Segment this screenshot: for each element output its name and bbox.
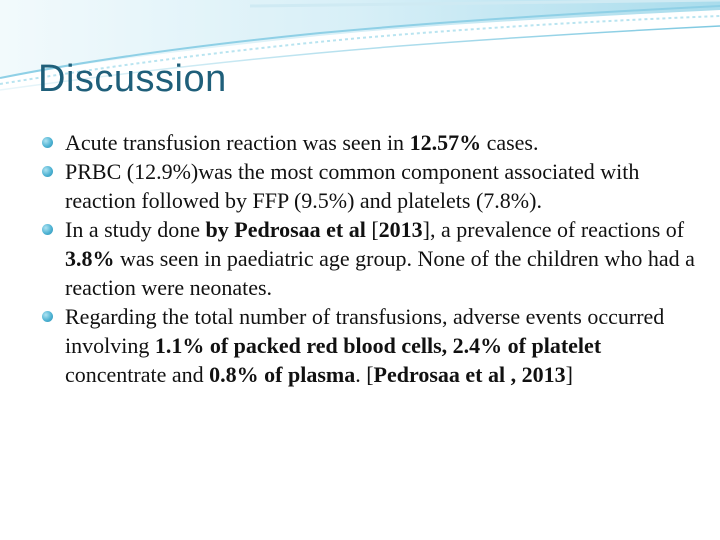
slide-title: Discussion — [38, 58, 227, 100]
bullet-text: was seen in paediatric age group. None of the children who had a reaction were neonates. — [65, 246, 695, 300]
bullet-dot-icon — [42, 311, 53, 322]
bullet-text: PRBC (12.9%)was the most common component associated with reaction followed by FFP (9.5%) and platelets (7.8%). — [65, 159, 640, 213]
bold-text: 3.8% — [65, 246, 115, 271]
bold-text: 1.1% of packed red blood cells, 2.4% of platelet — [154, 333, 602, 358]
bullet-text: Acute transfusion reaction was seen in — [65, 130, 410, 155]
bullet-text: [ — [365, 217, 379, 242]
bold-text: 0.8% of plasma — [209, 362, 356, 387]
bullet-dot-icon — [42, 224, 53, 235]
bullet-item — [40, 302, 700, 389]
bullet-item — [40, 128, 700, 157]
bullet-dot-icon — [42, 137, 53, 148]
bullet-text: In a study done — [65, 217, 206, 242]
bold-text: by Pedrosaa et al — [205, 217, 366, 242]
bold-text: 12.57% — [409, 130, 482, 155]
bullet-list — [40, 128, 700, 389]
bullet-text: cases. — [481, 130, 539, 155]
bullet-item — [40, 157, 700, 215]
bold-text: 2013 — [378, 217, 423, 242]
bullet-text: . [ — [355, 362, 374, 387]
bullet-text: ], a prevalence of reactions of — [422, 217, 685, 242]
bold-text: Pedrosaa et al , 2013 — [373, 362, 566, 387]
bullet-text: concentrate and — [65, 362, 210, 387]
bullet-item — [40, 215, 700, 302]
bullet-text: ] — [565, 362, 573, 387]
bullet-dot-icon — [42, 166, 53, 177]
bullet-text: Regarding the total number of transfusions, adverse events occurred involving — [65, 304, 665, 358]
